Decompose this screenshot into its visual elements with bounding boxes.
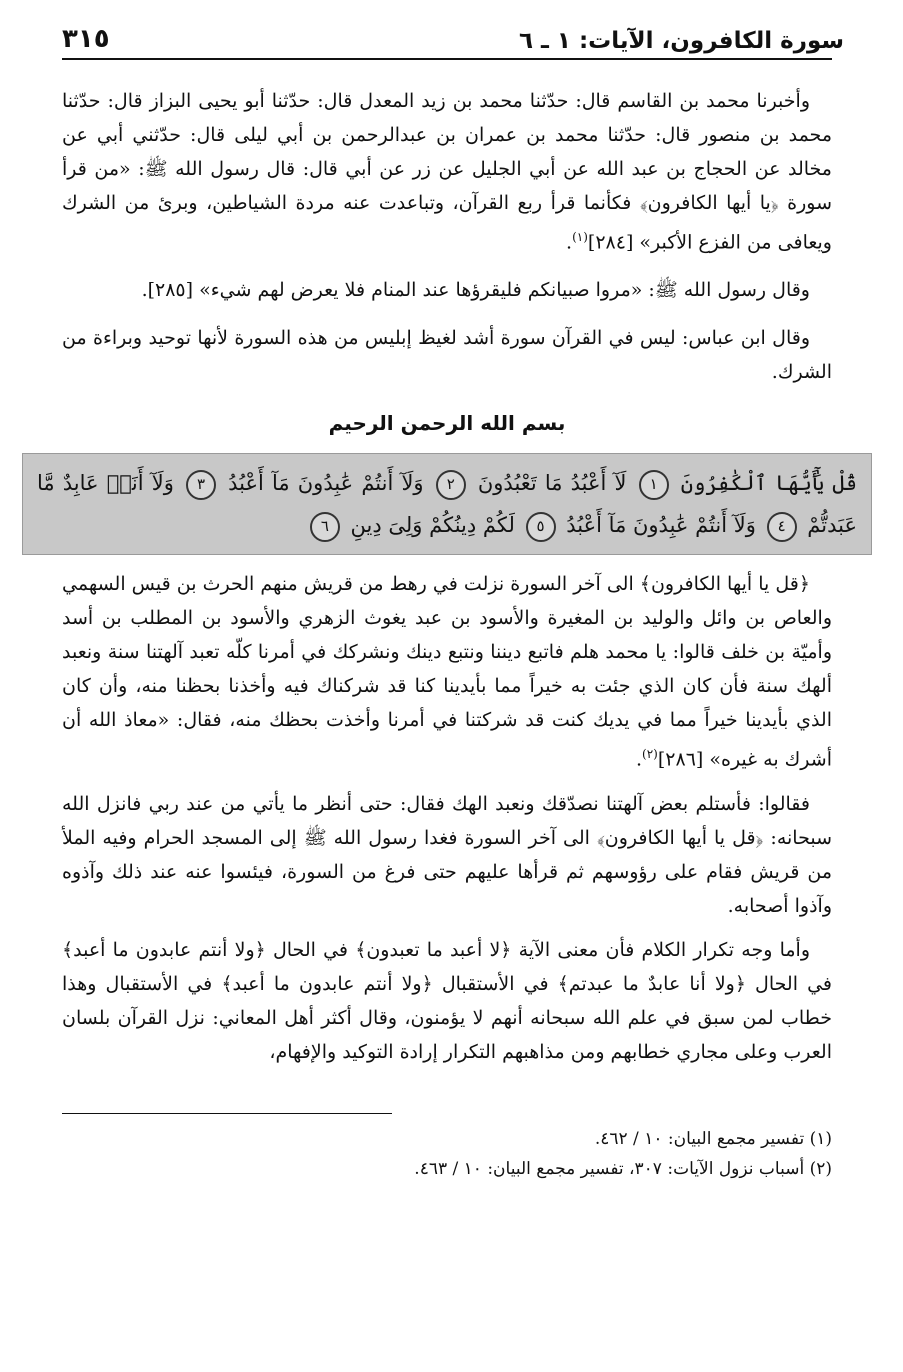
sentence-end: . <box>635 748 643 771</box>
ayah-text: وَلَآ أَنَا۠ عَابِدٌ مَّا عَبَدتُّمْ <box>37 471 857 538</box>
footnote-divider <box>62 1113 392 1114</box>
basmala-heading: بسم الله الرحمن الرحيم <box>328 411 566 436</box>
paragraph-revelation-context <box>62 567 832 776</box>
page-number: ٣١٥ <box>62 24 110 54</box>
footnotes <box>62 1124 832 1184</box>
paragraph-repetition-explanation: وأما وجه تكرار الكلام فأن معنى الآية ﴿لا أعبد ما تعبدون﴾ في الحال ﴿ولا أنتم عابدون ما أعبد﴾ في الحال ﴿ولا أنا عابدٌ ما عبدتم﴾ في الأستقبال ﴿ولا أنتم عابدون ما أعبد﴾ في الأستقبال وهذا خطاب لمن سبق في علم الله سبحانه أنهم لا يؤمنون، وقال أكثر أهل المعاني: نزل القرآن بلسان العرب وعلى مجاري خطابهم ومن مذاهبهم التكرار إرادة التوكيد والإفهام، <box>62 938 832 1063</box>
paragraph-ibn-abbas: وقال ابن عباس: ليس في القرآن سورة أشد لغيظ إبليس من هذه السورة لأنها توحيد وبراءة من الشرك. <box>62 327 832 384</box>
paragraph-text: ﴿قل يا أيها الكافرون﴾ الى آخر السورة نزلت في رهط من قريش منهم الحرث بن قيس السهمي والعاص بن وائل والوليد بن المغيرة والأسود بن عبد يغوث الزهري والأسود بن المطلب بن أسد وأميّة بن خلف قالوا: يا محمد هلم فاتبع ديننا ونتبع دينك ونشركك في أمرنا كلّه تعبد آلهتنا سنة ونعبد ألهك سنة فأن كان الذي جئت به خيراً مما بأيدينا كنا قد شركناك فيه وأخذنا بحظنا منه، وأن كان الذي بأيدينا خيراً مما في يديك كنت قد شركتنا في أمرنا وأخذت بحظك منه، فقال: «معاذ الله أن أشرك به غيره» [٢٨٦] <box>62 573 832 771</box>
sentence-end: . <box>566 231 573 254</box>
ayah-number-marker: ٢ <box>436 470 466 500</box>
ayah-number-marker: ١ <box>639 470 669 500</box>
ayah-number-marker: ٥ <box>526 512 556 542</box>
ayah-number-marker: ٣ <box>186 470 216 500</box>
ayah-text: وَلَآ أَنتُمْ عَٰبِدُونَ مَآ أَعْبُدُ <box>566 513 756 538</box>
footnote-ref-2: (٢) <box>642 747 658 762</box>
paragraph-children-hadith: وقال رسول الله ﷺ: «مروا صبيانكم فليقرؤها عند المنام فلا يعرض لهم شيء» [٢٨٥]. <box>141 279 810 302</box>
ayah-number-marker: ٤ <box>767 512 797 542</box>
ayah-text: وَلَآ أَنتُمْ عَٰبِدُونَ مَآ أَعْبُدُ <box>228 471 424 496</box>
running-title: سورة الكافرون، الآيات: ١ ـ ٦ <box>518 28 844 54</box>
paragraph-text: وأخبرنا محمد بن القاسم قال: حدّثنا محمد بن زيد المعدل قال: حدّثنا أبو يحيى البزاز قال: حدّثنا محمد بن منصور قال: حدّثنا محمد بن عمران بن عبدالرحمن بن أبي ليلى قال: حدّثني أبي عن مخالد عن الحجاج بن عبد الله عن أبي الجليل عن زر عن أبي قال: قال رسول الله ﷺ: «من قرأ سورة ﴿يا أيها الكافرون﴾ فكأنما قرأ ربع القرآن، وتباعدت عنه مردة الشياطين، وبرئ من الشرك ويعافى من الفزع الأكبر» [٢٨٤] <box>62 90 832 254</box>
footnote-divider-wrap <box>62 1069 832 1114</box>
ayah-text: قُلْ يَٰٓأَيُّهَا ٱلْكَٰفِرُونَ <box>680 471 857 496</box>
footnote-2: (٢) أسباب نزول الآيات: ٣٠٧، تفسير مجمع البيان: ١٠ / ٤٦٣. <box>414 1158 832 1179</box>
page-header <box>62 14 844 60</box>
surah-text-box <box>22 453 872 555</box>
ayah-number-marker: ٦ <box>310 512 340 542</box>
ayah-text: لَآ أَعْبُدُ مَا تَعْبُدُونَ <box>477 471 627 496</box>
book-page <box>37 14 857 1184</box>
footnote-1: (١) تفسير مجمع البيان: ١٠ / ٤٦٢. <box>594 1128 832 1149</box>
paragraph-hadith-chain <box>62 84 832 259</box>
footnote-ref-1: (١) <box>572 230 588 244</box>
paragraph-quraysh-response: فقالوا: فأستلم بعض آلهتنا نصدّقك ونعبد الهك فقال: حتى أنظر ما يأتي من عند ربي فانزل الله سبحانه: ﴿قل يا أيها الكافرون﴾ الى آخر السورة فغدا رسول الله ﷺ إلى المسجد الحرام وفيه الملأ من قريش فقام على رؤوسهم ثم قرأها عليهم حتى فرغ من السورة، فيئسوا عنه عند ذلك وآذوه وآذوا أصحابه. <box>62 792 832 917</box>
ayah-text: لَكُمْ دِينُكُمْ وَلِىَ دِينِ <box>350 513 515 538</box>
